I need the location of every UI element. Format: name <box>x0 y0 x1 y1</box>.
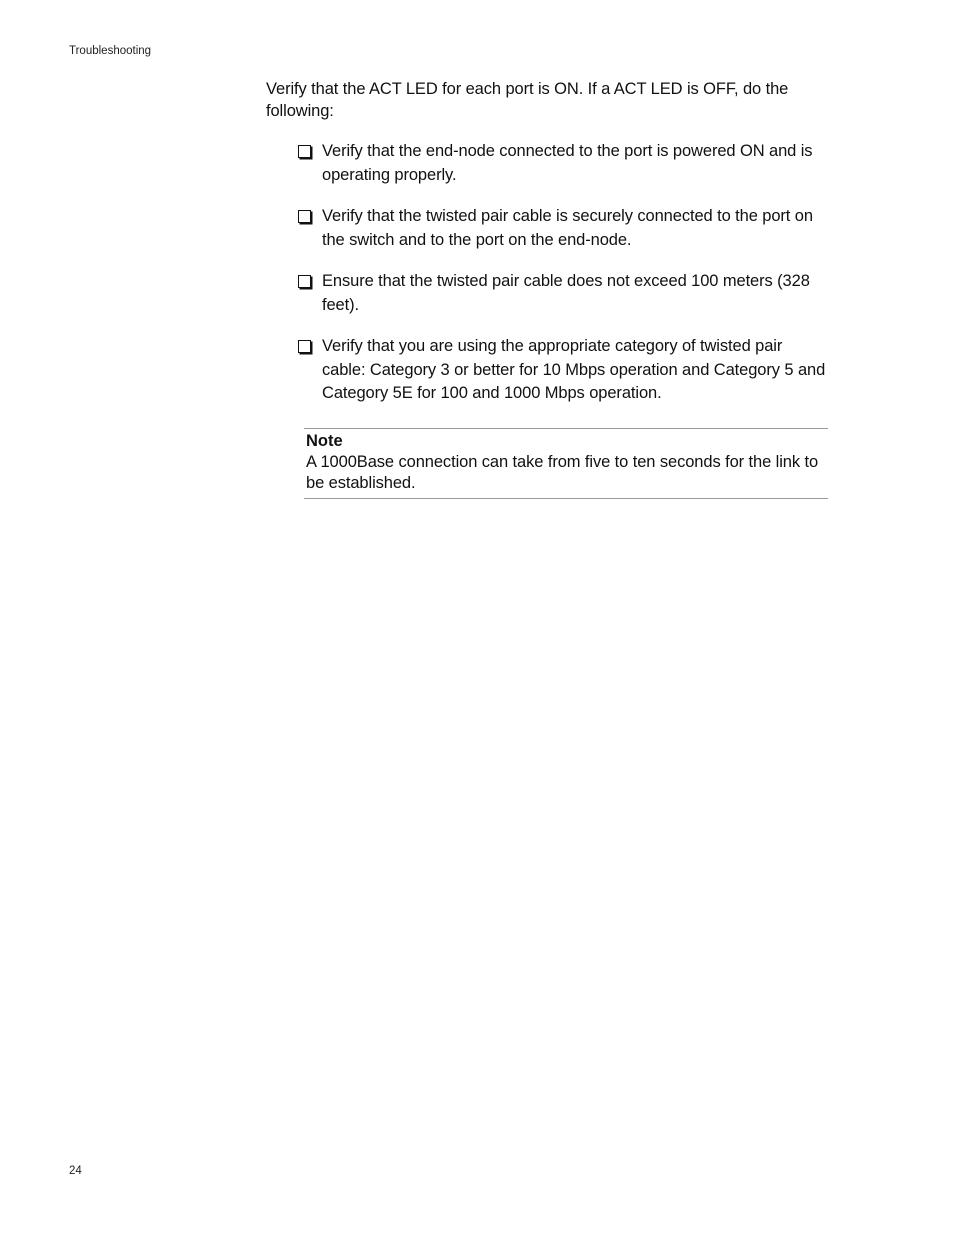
checklist-item <box>296 335 828 406</box>
checklist-item-text: Ensure that the twisted pair cable does not exceed 100 meters (328 feet). <box>322 272 810 314</box>
checkbox-bullet-icon <box>298 210 311 223</box>
note-title: Note <box>306 431 343 450</box>
intro-paragraph: Verify that the ACT LED for each port is ON. If a ACT LED is OFF, do the following: <box>266 80 789 120</box>
main-content <box>266 78 828 499</box>
checklist-item <box>296 270 828 317</box>
checklist-item <box>296 205 828 252</box>
running-header: Troubleshooting <box>69 45 152 57</box>
checklist-item-text: Verify that the twisted pair cable is securely connected to the port on the switch and to the port on the end-node. <box>322 207 813 249</box>
checklist-item <box>296 140 828 187</box>
page-number: 24 <box>69 1165 82 1177</box>
checklist-item-text: Verify that you are using the appropriate category of twisted pair cable: Category 3 or better for 10 Mbps operation and Category 5 and Category 5E for 100 and 1000 Mbps operation. <box>322 337 826 402</box>
checkbox-bullet-icon <box>298 145 311 158</box>
checklist <box>266 140 828 406</box>
note-box <box>304 428 828 499</box>
checklist-item-text: Verify that the end-node connected to the port is powered ON and is operating properly. <box>322 142 813 184</box>
checkbox-bullet-icon <box>298 275 311 288</box>
note-body: A 1000Base connection can take from five to ten seconds for the link to be established. <box>306 452 819 492</box>
checkbox-bullet-icon <box>298 340 311 353</box>
